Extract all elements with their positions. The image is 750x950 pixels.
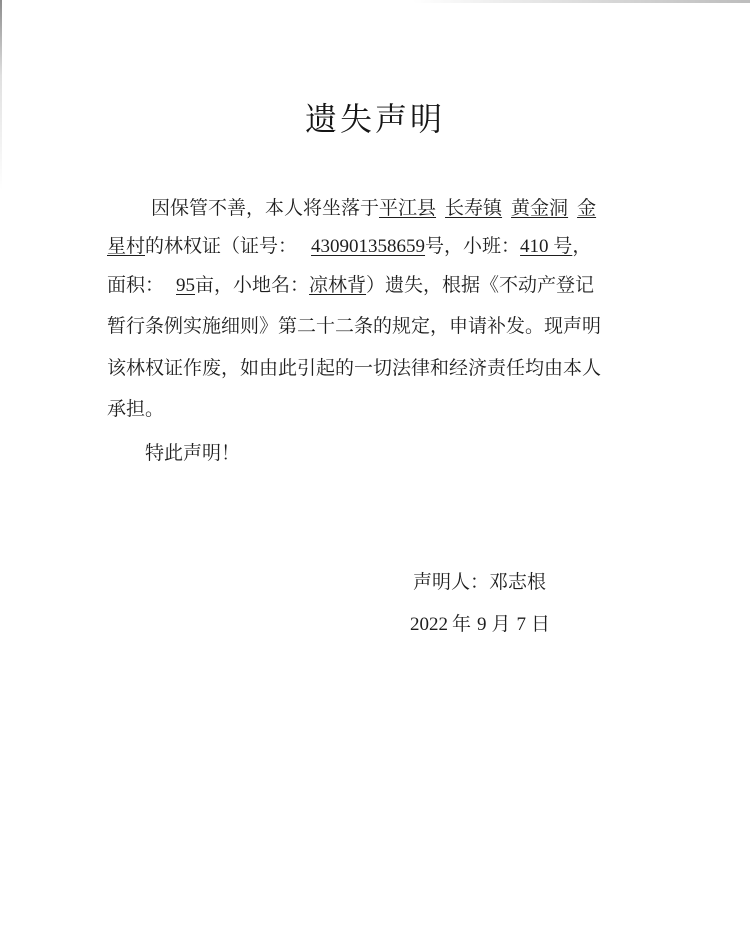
place-name: 凉林背 [309, 274, 367, 296]
cert-number: 430901358659 [311, 236, 426, 257]
closing-statement: 特此声明！ [145, 442, 241, 464]
location-group-part1: 金 [577, 197, 597, 219]
line2-end: ， [572, 235, 592, 257]
location-village: 黄金洞 [511, 197, 569, 219]
body-line-5: 该林权证作废，如由此引起的一切法律和经济责任均由本人 [107, 357, 602, 379]
date-day: 7 [516, 614, 527, 635]
declarant-name: 邓志根 [489, 571, 547, 593]
date-month-unit: 月 [491, 613, 511, 635]
location-group-part2: 星村 [107, 235, 146, 257]
date-year: 2022 [410, 614, 448, 635]
signature-date [410, 612, 550, 637]
cert-label: 的林权证（证号： [145, 235, 298, 257]
body-line-1 [151, 196, 596, 220]
place-label: 亩，小地名： [195, 274, 310, 296]
body-line-6: 承担。 [107, 398, 165, 420]
sub-class-label: 号，小班： [425, 235, 521, 257]
date-year-unit: 年 [452, 613, 472, 635]
body-line-3 [107, 273, 594, 298]
date-month: 9 [477, 614, 487, 635]
date-day-unit: 日 [531, 613, 551, 635]
location-county: 平江县 [379, 197, 437, 219]
intro-text: 因保管不善，本人将坐落于 [151, 197, 380, 219]
body-line-4: 暂行条例实施细则》第二十二条的规定，申请补发。现声明 [107, 315, 602, 337]
area-value: 95 [176, 275, 196, 296]
scan-edge-shadow [0, 0, 750, 3]
document-title: 遗失声明 [304, 100, 445, 138]
declarant-label: 声明人： [413, 571, 490, 593]
body-line-2 [107, 234, 591, 259]
scan-edge-left [0, 0, 2, 950]
location-town: 长寿镇 [445, 197, 503, 219]
line3-end: ）遗失，根据《不动产登记 [366, 274, 595, 296]
sub-class-value: 410 号 [520, 236, 573, 257]
area-label: 面积： [107, 274, 165, 296]
signature-declarant [413, 570, 546, 594]
